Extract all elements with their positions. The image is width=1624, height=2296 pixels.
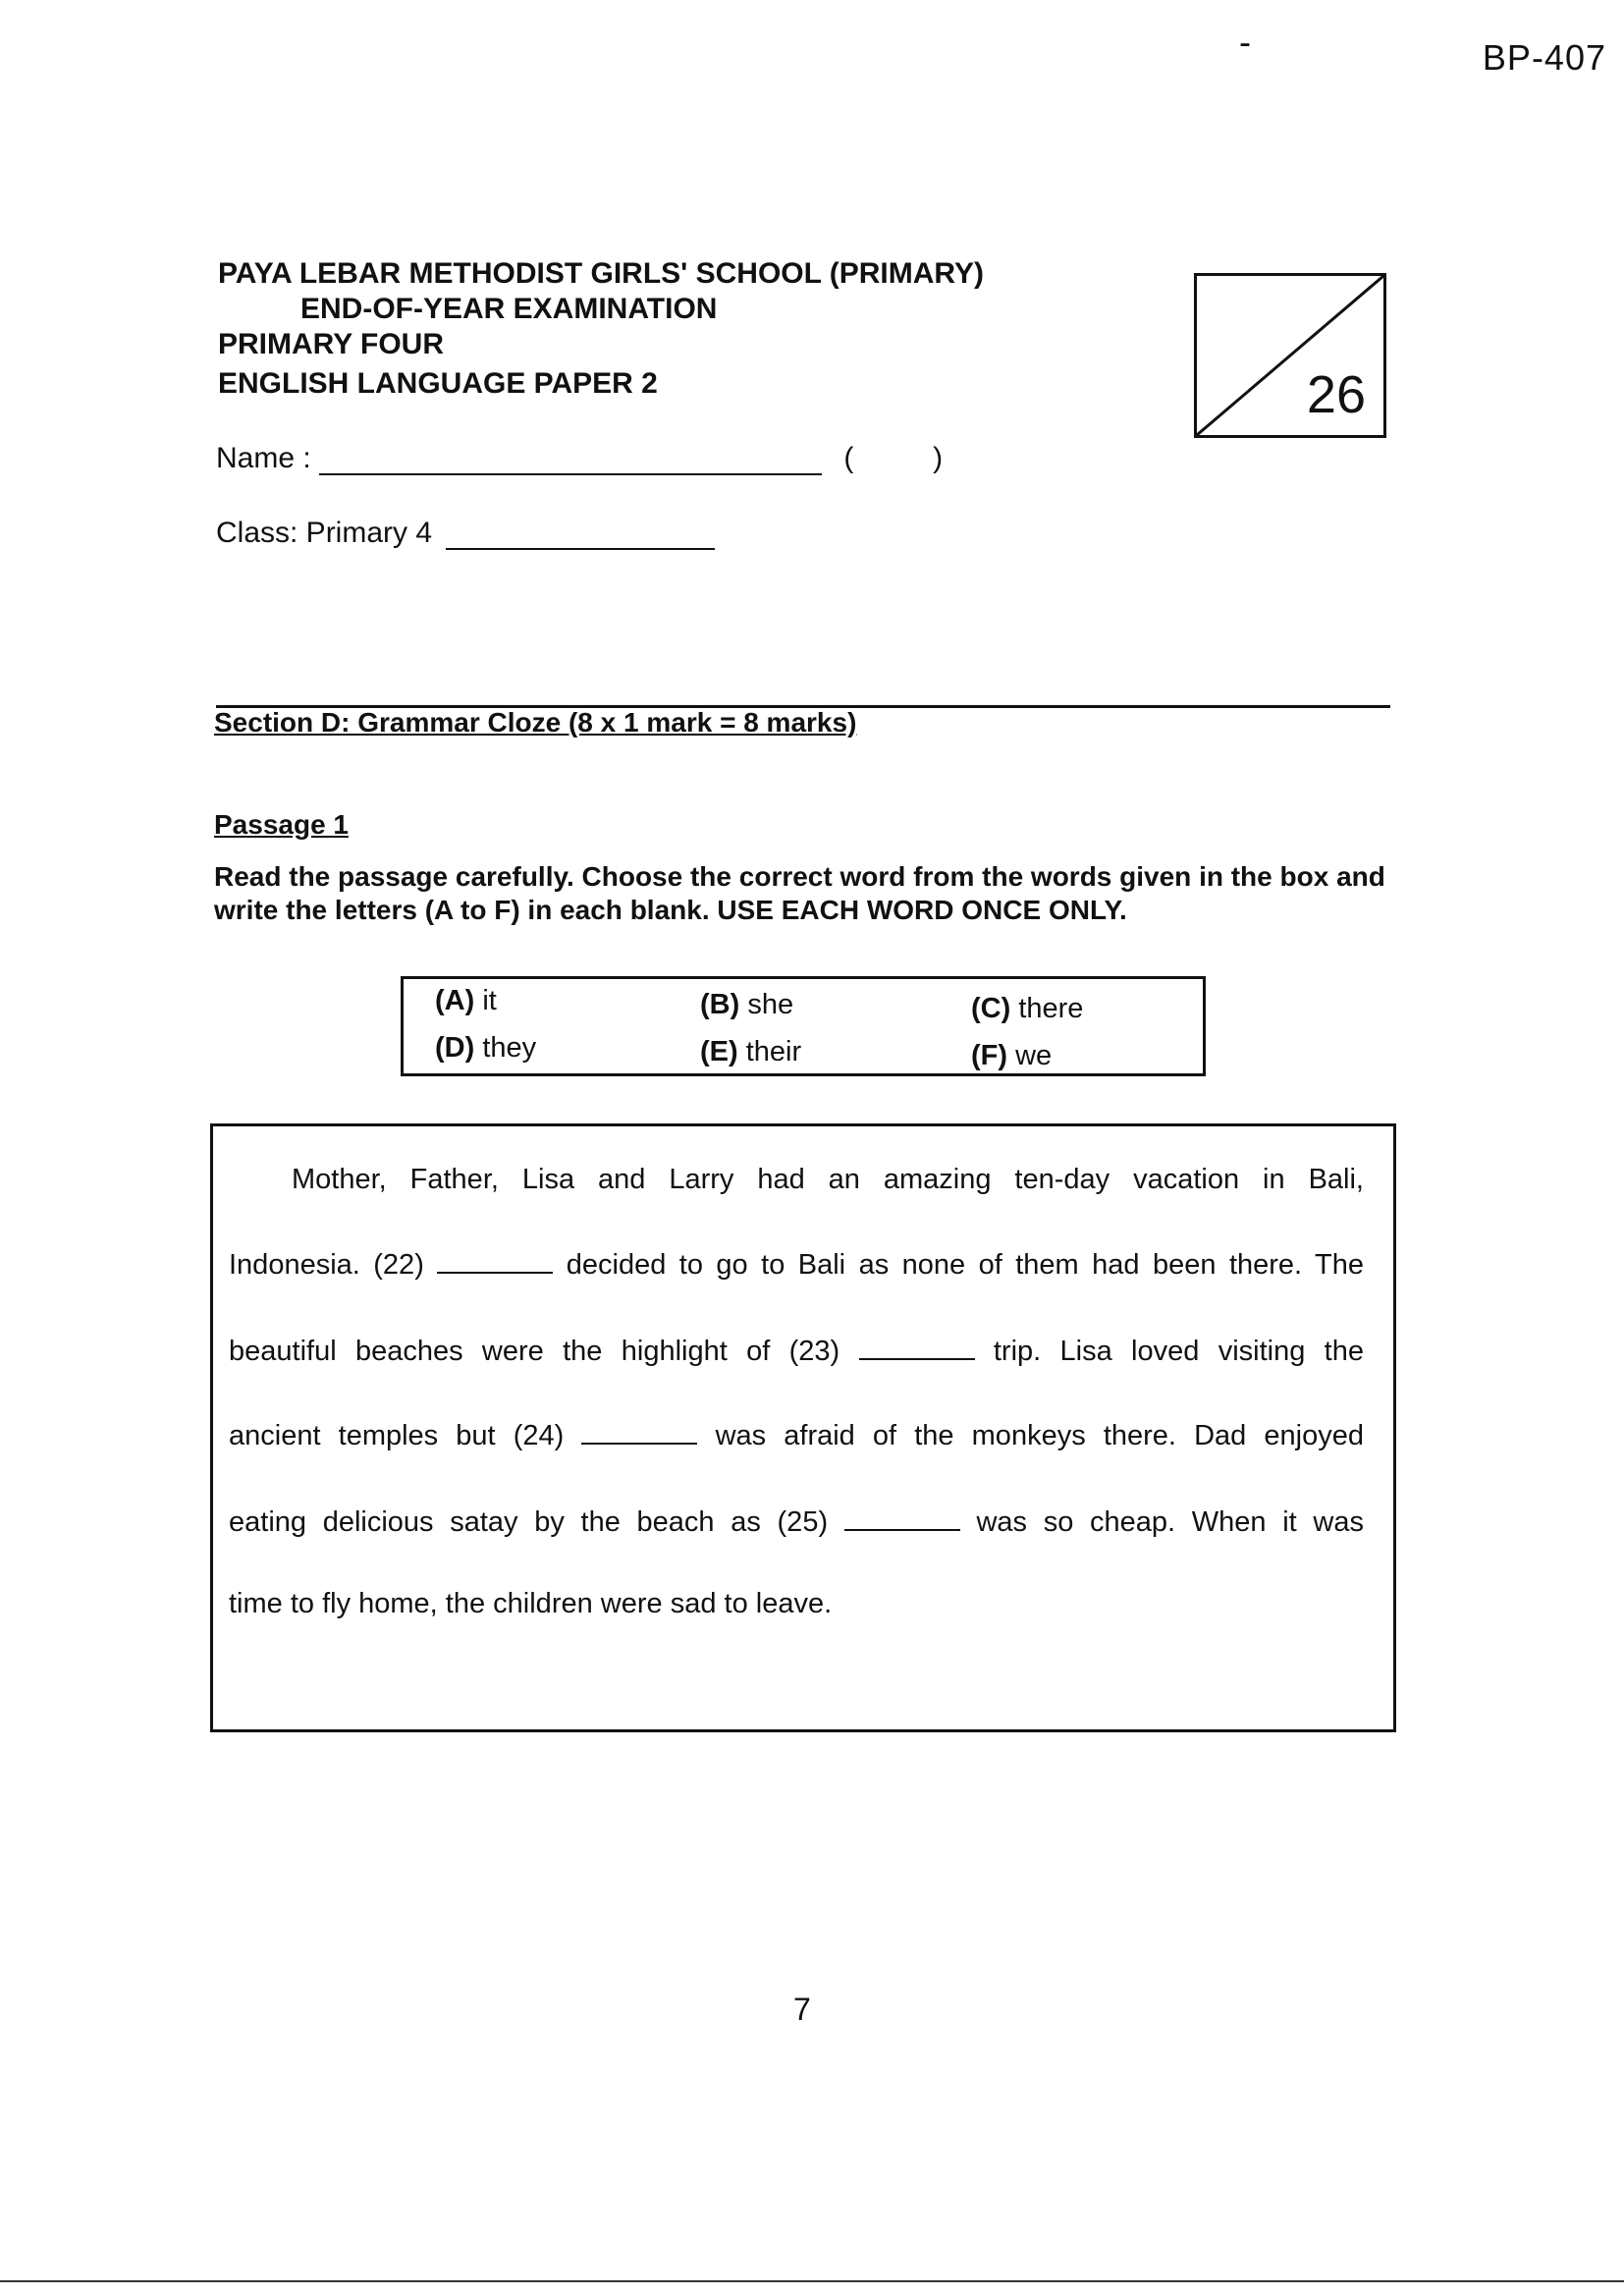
index-close: ) [933, 442, 944, 474]
score-total: 26 [1306, 365, 1366, 424]
passage-line-6: time to fly home, the children were sad to leave. [229, 1588, 833, 1619]
passage-box [210, 1123, 1396, 1732]
scan-mark: - [1239, 22, 1251, 62]
school-name: PAYA LEBAR METHODIST GIRLS' SCHOOL (PRIMARY) [218, 257, 984, 290]
passage-line-5: eating delicious satay by the beach as (25) was so cheap. When it was [229, 1506, 1364, 1538]
passage-line-3: beautiful beaches were the highlight of (23) trip. Lisa loved visiting the [229, 1336, 1364, 1367]
blank-24[interactable] [581, 1419, 697, 1445]
blank-22[interactable] [437, 1248, 553, 1274]
option-f: (F) we [971, 1040, 1053, 1071]
document-code: BP-407 [1482, 37, 1606, 78]
word-options-box [401, 976, 1206, 1076]
class-label: Class: Primary 4 [216, 517, 433, 549]
option-a: (A) it [435, 985, 497, 1016]
passage-title: Passage 1 [214, 809, 349, 840]
name-label: Name : [216, 442, 311, 474]
option-d: (D) they [435, 1032, 537, 1064]
option-c: (C) there [971, 993, 1084, 1024]
passage-line-2: Indonesia. (22) decided to go to Bali as none of them had been there. The [229, 1249, 1364, 1281]
score-box [1194, 273, 1386, 438]
option-b: (B) she [700, 989, 794, 1020]
blank-23[interactable] [859, 1335, 975, 1360]
instructions: Read the passage carefully. Choose the correct word from the words given in the box and write the letters (A to F) in each blank. USE EACH WORD ONCE ONLY. [214, 861, 1385, 925]
name-input-line[interactable] [319, 444, 822, 475]
exam-title: END-OF-YEAR EXAMINATION [300, 293, 718, 325]
level-title: PRIMARY FOUR [218, 328, 445, 360]
name-field [216, 442, 943, 475]
blank-25[interactable] [844, 1505, 960, 1531]
page-number: 7 [793, 1992, 811, 2027]
paper-title: ENGLISH LANGUAGE PAPER 2 [218, 367, 658, 400]
option-e: (E) their [700, 1036, 802, 1067]
class-input-line[interactable] [446, 519, 715, 550]
passage-line-4: ancient temples but (24) was afraid of the monkeys there. Dad enjoyed [229, 1420, 1364, 1451]
passage-line-1: Mother, Father, Lisa and Larry had an amazing ten-day vacation in Bali, [292, 1164, 1364, 1195]
section-title: Section D: Grammar Cloze (8 x 1 mark = 8 marks) [214, 707, 857, 738]
index-open: ( [843, 442, 854, 474]
class-field [216, 517, 715, 550]
bottom-scan-line [0, 2280, 1624, 2282]
